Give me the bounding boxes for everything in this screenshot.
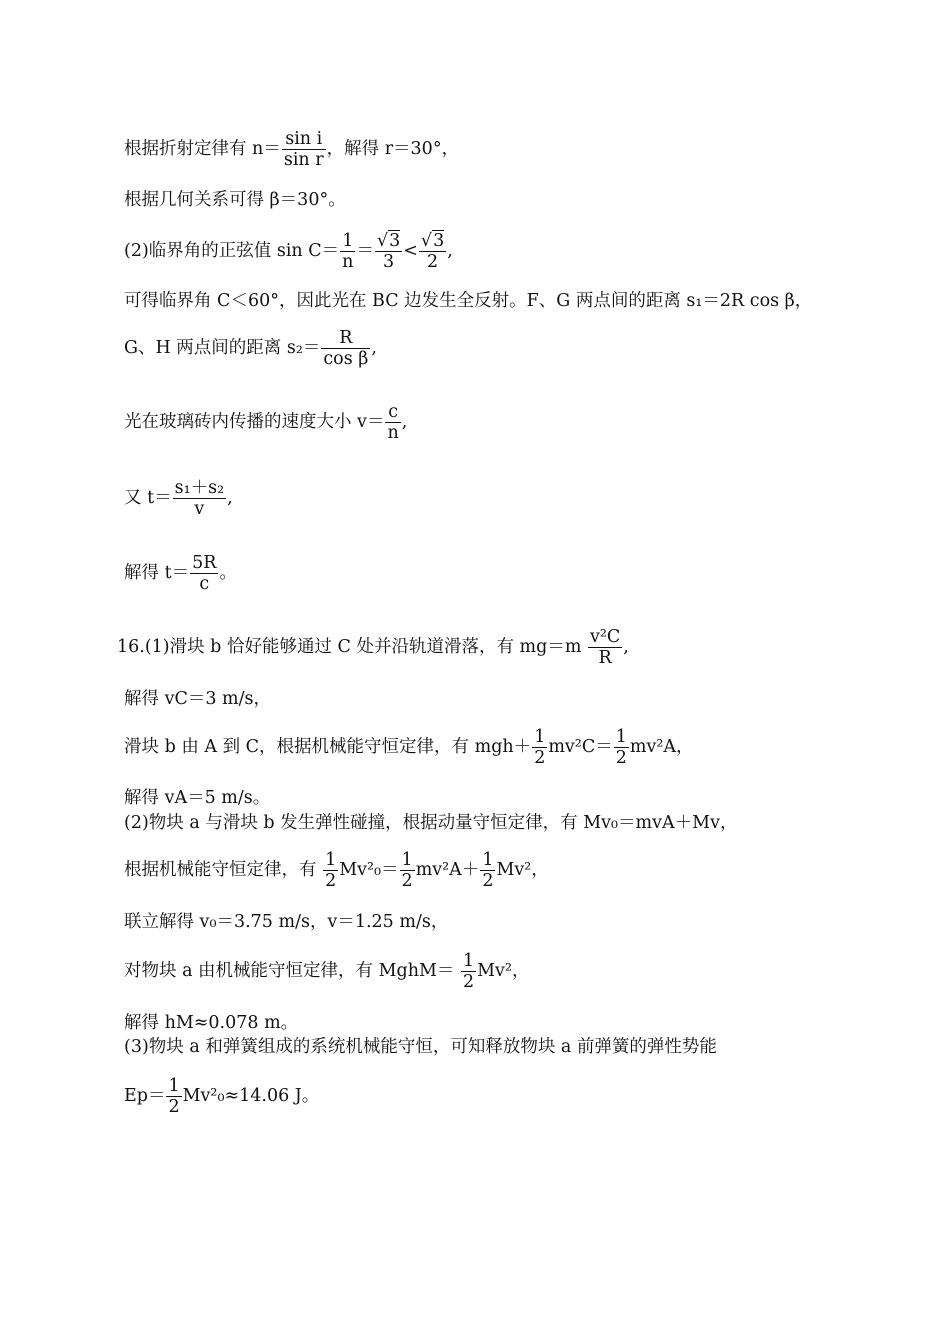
fraction (385, 402, 400, 443)
numerator: 5R (192, 553, 217, 573)
denominator: 2 (615, 748, 627, 768)
denominator: sin r (283, 150, 324, 170)
text: < (403, 241, 418, 261)
line-vc-result: 解得 vC＝3 m/s， (124, 689, 272, 709)
line-light-speed (124, 402, 407, 443)
line-hm-result: 解得 hM≈0.078 m。 (124, 1013, 299, 1033)
text: Mv²₀≈14.06 J。 (182, 1086, 320, 1106)
line-energy-conservation-ac (124, 727, 694, 768)
fraction (588, 627, 622, 668)
text: 光在玻璃砖内传播的速度大小 v＝ (124, 412, 385, 432)
line-part3-intro: (3)物块 a 和弹簧组成的系统机械能守恒，可知释放物块 a 前弹簧的弹性势能 (124, 1037, 717, 1057)
text: mv²A＋ (415, 860, 480, 880)
fraction (282, 129, 326, 170)
numerator (375, 231, 402, 252)
denominator: 2 (325, 871, 337, 891)
text: G、H 两点间的距离 s₂＝ (124, 338, 321, 358)
denominator: n (342, 252, 354, 272)
text: 又 t＝ (124, 488, 172, 508)
denominator: 2 (463, 972, 475, 992)
line-energy-conservation-collision (124, 850, 549, 891)
text: (2)临界角的正弦值 sin C＝ (124, 241, 340, 261)
fraction (419, 231, 446, 272)
numerator: 1 (482, 850, 494, 870)
fraction (173, 478, 227, 519)
fraction (532, 727, 547, 768)
fraction (400, 850, 415, 891)
text: Mv²， (477, 961, 530, 981)
fraction (375, 231, 402, 272)
numerator: v²C (589, 627, 621, 647)
fraction (480, 850, 495, 891)
numerator: 1 (168, 1076, 180, 1096)
line-critical-angle-sine (124, 231, 453, 272)
numerator: 1 (463, 951, 475, 971)
line-ep-result (124, 1076, 319, 1117)
fraction (461, 951, 476, 992)
numerator: sin i (282, 129, 326, 150)
denominator: 2 (426, 252, 439, 272)
fraction (323, 850, 338, 891)
text: , (371, 338, 377, 358)
fraction (614, 727, 629, 768)
fraction (166, 1076, 181, 1117)
line-geometry: 根据几何关系可得 β＝30°。 (124, 190, 346, 210)
text: 16.(1)滑块 b 恰好能够通过 C 处并沿轨道滑落，有 mg＝m (117, 637, 587, 657)
denominator: 2 (168, 1097, 180, 1117)
numerator: 1 (615, 727, 627, 747)
text: ＝ (356, 241, 374, 261)
denominator: 2 (482, 871, 494, 891)
fraction (190, 553, 218, 594)
text: 解得 t＝ (124, 563, 190, 583)
text: 对物块 a 由机械能守恒定律，有 MghM＝ (124, 961, 460, 981)
line-energy-conservation-a (124, 951, 529, 992)
numerator: s₁＋s₂ (174, 478, 225, 498)
line-q16-part1 (117, 627, 629, 668)
numerator: R (321, 328, 370, 349)
line-time-result (124, 553, 237, 594)
line-total-reflection: 可得临界角 C＜60°，因此光在 BC 边发生全反射。F、G 两点间的距离 s₁＝2R cos β， (124, 291, 813, 311)
denominator: c (199, 574, 210, 594)
line-distance-s2 (124, 328, 377, 369)
text: 滑块 b 由 A 到 C，根据机械能守恒定律，有 mgh＋ (124, 737, 532, 757)
fraction (340, 231, 355, 272)
text: 根据机械能守恒定律，有 (124, 860, 323, 880)
text: Mv²₀＝ (339, 860, 399, 880)
text: , (447, 241, 453, 261)
denominator: 3 (383, 252, 395, 272)
line-va-result: 解得 vA＝5 m/s。 (124, 788, 271, 808)
numerator: 1 (401, 850, 413, 870)
denominator: 2 (534, 748, 546, 768)
line-time-expression (124, 478, 233, 519)
denominator: cos β (323, 349, 369, 369)
denominator: v (194, 499, 205, 519)
text: mv²C＝ (548, 737, 613, 757)
text: 。 (219, 563, 237, 583)
denominator: R (598, 648, 612, 668)
line-refraction-law (124, 129, 459, 170)
numerator: 1 (340, 231, 355, 252)
text: ，解得 r＝30°， (326, 139, 460, 159)
numerator: 1 (534, 727, 546, 747)
line-v0-v-result: 联立解得 v₀＝3.75 m/s，v＝1.25 m/s， (124, 912, 449, 932)
sqrt: √3 (420, 231, 445, 251)
line-momentum-conservation: (2)物块 a 与滑块 b 发生弹性碰撞，根据动量守恒定律，有 Mv₀＝mvA＋Mv， (124, 813, 738, 833)
text: , (401, 412, 408, 432)
text: Mv²， (496, 860, 549, 880)
text: Ep＝ (124, 1086, 166, 1106)
text: 根据折射定律有 n＝ (124, 139, 281, 159)
text: , (623, 637, 629, 657)
denominator: n (387, 423, 399, 443)
numerator (419, 231, 446, 252)
fraction (321, 328, 370, 369)
numerator: 1 (325, 850, 337, 870)
text: mv²A， (629, 737, 694, 757)
denominator: 2 (401, 871, 413, 891)
numerator: c (385, 402, 400, 423)
sqrt: √3 (376, 231, 401, 251)
text: , (227, 488, 233, 508)
